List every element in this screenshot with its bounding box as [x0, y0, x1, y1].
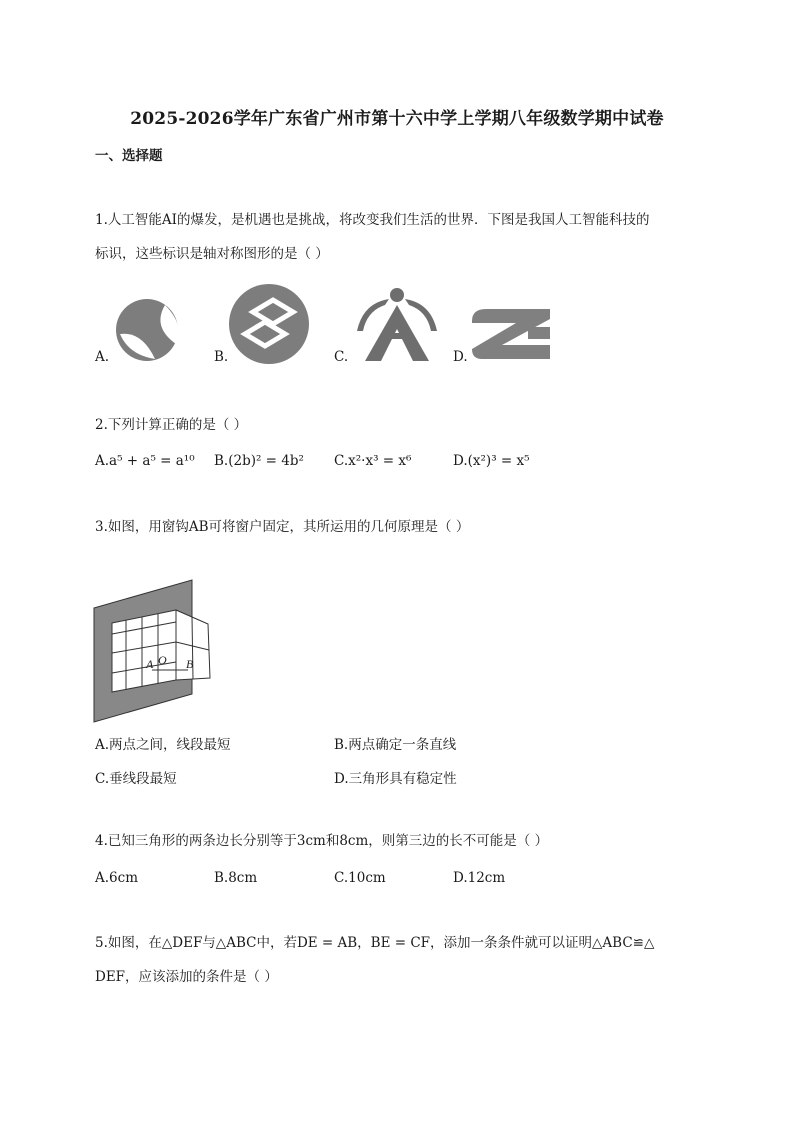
q1-option-d[interactable]: D. [453, 349, 468, 365]
q1-logo-a [107, 297, 187, 363]
q1-option-a[interactable]: A. [95, 349, 110, 365]
q3-option-c[interactable]: C.垂线段最短 [95, 771, 177, 787]
q2-option-c[interactable]: C.x²·x³ = x⁶ [334, 453, 412, 469]
q4-option-d[interactable]: D.12cm [453, 870, 506, 886]
q1-logo-c [349, 283, 445, 363]
q1-logo-b [227, 282, 311, 366]
q4-option-c[interactable]: C.10cm [334, 870, 386, 886]
q1-line2: 标识，这些标识是轴对称图形的是（ ） [95, 246, 329, 262]
q4-option-b[interactable]: B.8cm [214, 870, 258, 886]
q3-label-a: A [146, 657, 154, 671]
section-heading: 一、选择题 [95, 148, 163, 164]
exam-title: 2025-2026学年广东省广州市第十六中学上学期八年级数学期中试卷 [130, 109, 664, 129]
q2-option-b[interactable]: B.(2b)² = 4b² [214, 453, 304, 469]
q1-line1: 1.人工智能AI的爆发，是机遇也是挑战，将改变我们生活的世界．下图是我国人工智能科技的 [95, 212, 650, 228]
q2-stem: 2.下列计算正确的是（ ） [95, 417, 248, 433]
q1-logo-d [468, 305, 554, 363]
q4-stem: 4.已知三角形的两条边长分别等于3cm和8cm，则第三边的长不可能是（ ） [95, 833, 549, 849]
q5-line2: DEF，应该添加的条件是（ ） [95, 969, 278, 985]
q3-stem: 3.如图，用窗钩AB可将窗户固定，其所运用的几何原理是（ ） [95, 519, 470, 535]
q3-label-b: B [186, 657, 194, 671]
q1-option-c[interactable]: C. [334, 349, 349, 365]
q3-window-figure [92, 578, 222, 724]
q2-option-d[interactable]: D.(x²)³ = x⁵ [453, 453, 530, 469]
q1-option-b[interactable]: B. [214, 349, 229, 365]
q4-option-a[interactable]: A.6cm [95, 870, 138, 886]
q5-line1: 5.如图，在△DEF与△ABC中，若DE = AB，BE = CF，添加一条条件就可以证明△ABC≌△ [95, 935, 655, 951]
q3-option-d[interactable]: D.三角形具有稳定性 [334, 771, 457, 787]
q3-label-o: O [158, 653, 167, 667]
q3-option-b[interactable]: B.两点确定一条直线 [334, 737, 457, 753]
q2-option-a[interactable]: A.a⁵ + a⁵ = a¹⁰ [95, 453, 195, 469]
q3-option-a[interactable]: A.两点之间，线段最短 [95, 737, 231, 753]
